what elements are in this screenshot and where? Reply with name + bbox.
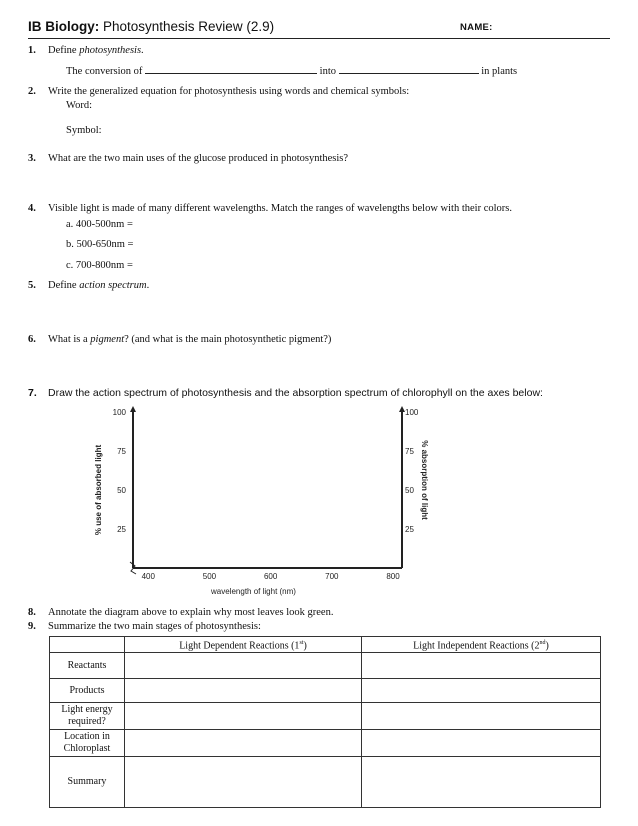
wavelength-range-c: c. 700-800nm = bbox=[66, 260, 133, 271]
answer-cell[interactable] bbox=[125, 679, 362, 703]
answer-cell[interactable] bbox=[125, 653, 362, 679]
question-text: Annotate the diagram above to explain why most leaves look green. bbox=[48, 607, 334, 618]
answer-cell[interactable] bbox=[125, 730, 362, 757]
x-tick-label: 600 bbox=[263, 572, 278, 581]
table-corner-cell bbox=[50, 637, 125, 653]
question-term: action spectrum bbox=[79, 280, 147, 291]
answer-cell[interactable] bbox=[362, 730, 601, 757]
question-6 bbox=[28, 333, 331, 346]
y-tick-right: 50 bbox=[405, 486, 414, 495]
conversion-label: The conversion of bbox=[66, 66, 143, 77]
table-row bbox=[50, 703, 601, 730]
question-text: What are the two main uses of the glucose produced in photosynthesis? bbox=[48, 153, 349, 164]
name-label: NAME: bbox=[460, 22, 493, 33]
question-1 bbox=[28, 44, 144, 57]
table-row bbox=[50, 653, 601, 679]
question-text: Summarize the two main stages of photosynthesis: bbox=[48, 621, 261, 632]
x-tick-label: 400 bbox=[141, 572, 155, 581]
question-text: Define bbox=[48, 45, 80, 56]
page-title bbox=[28, 19, 274, 34]
question-text: Visible light is made of many different wavelengths. Match the ranges of wavelengths below with their colors. bbox=[48, 203, 512, 214]
question-text: Write the generalized equation for photosynthesis using words and chemical symbols: bbox=[48, 86, 410, 97]
y-tick-right: 100 bbox=[405, 408, 419, 417]
x-tick-label: 700 bbox=[325, 572, 339, 581]
question-9 bbox=[28, 620, 261, 633]
question-text: Define bbox=[48, 280, 80, 291]
col-header-light-independent: Light Independent Reactions (2nd) bbox=[362, 637, 601, 653]
title-topic: Photosynthesis Review (2.9) bbox=[99, 19, 275, 34]
title-course: IB Biology: bbox=[28, 19, 100, 34]
col-header-light-dependent: Light Dependent Reactions (1st) bbox=[125, 637, 362, 653]
spectrum-axes[interactable] bbox=[0, 400, 638, 610]
x-axis-label: wavelength of light (nm) bbox=[211, 587, 296, 596]
left-axis-arrow bbox=[130, 406, 136, 412]
row-label-summary: Summary bbox=[50, 757, 125, 808]
in-plants-label: in plants bbox=[481, 66, 518, 77]
answer-blank-1[interactable] bbox=[145, 64, 317, 74]
q1-conversion-line bbox=[66, 64, 517, 78]
y-axis-label-left: % use of absorbed light bbox=[94, 444, 103, 536]
question-8 bbox=[28, 606, 333, 619]
row-label-location: Location in Chloroplast bbox=[50, 730, 125, 757]
table-row bbox=[50, 679, 601, 703]
y-tick-right: 75 bbox=[405, 447, 414, 456]
page-header bbox=[28, 18, 610, 39]
answer-cell[interactable] bbox=[362, 703, 601, 730]
q2-symbol-label: Symbol: bbox=[66, 125, 102, 136]
answer-blank-2[interactable] bbox=[339, 64, 479, 74]
question-number: 5. bbox=[28, 280, 36, 291]
question-number: 7. bbox=[28, 387, 37, 399]
y-tick-left: 25 bbox=[117, 525, 126, 534]
y-tick-right: 25 bbox=[405, 525, 414, 534]
wavelength-range-b: b. 500-650nm = bbox=[66, 239, 134, 250]
question-4 bbox=[28, 202, 512, 215]
into-label: into bbox=[319, 66, 336, 77]
y-axis-label-right: % absorption of light bbox=[420, 440, 429, 520]
answer-cell[interactable] bbox=[362, 757, 601, 808]
question-7 bbox=[28, 387, 543, 400]
y-tick-left: 75 bbox=[117, 447, 126, 456]
question-3 bbox=[28, 152, 348, 165]
q2-word-label: Word: bbox=[66, 100, 92, 111]
answer-cell[interactable] bbox=[362, 679, 601, 703]
question-number: 3. bbox=[28, 153, 36, 164]
question-text: Draw the action spectrum of photosynthesis and the absorption spectrum of chlorophyll on the axes below: bbox=[48, 387, 543, 399]
y-tick-left: 100 bbox=[112, 408, 126, 417]
question-text: . bbox=[141, 45, 144, 56]
row-label-products: Products bbox=[50, 679, 125, 703]
x-tick-label: 800 bbox=[386, 572, 400, 581]
table-row bbox=[50, 730, 601, 757]
question-text: What is a bbox=[48, 334, 91, 345]
question-term: pigment bbox=[90, 334, 125, 345]
question-number: 6. bbox=[28, 334, 36, 345]
summary-table bbox=[49, 636, 601, 808]
table-header-row bbox=[50, 637, 601, 653]
y-tick-left: 50 bbox=[117, 486, 126, 495]
row-label-light-energy: Light energy required? bbox=[50, 703, 125, 730]
question-number: 4. bbox=[28, 203, 36, 214]
row-label-reactants: Reactants bbox=[50, 653, 125, 679]
question-2 bbox=[28, 85, 409, 98]
wavelength-range-a: a. 400-500nm = bbox=[66, 219, 133, 230]
question-term: photosynthesis bbox=[79, 45, 142, 56]
question-text: ? (and what is the main photosynthetic pigment?) bbox=[124, 334, 332, 345]
x-tick-label: 500 bbox=[202, 572, 217, 581]
question-number: 2. bbox=[28, 86, 36, 97]
answer-cell[interactable] bbox=[362, 653, 601, 679]
answer-cell[interactable] bbox=[125, 757, 362, 808]
question-5 bbox=[28, 279, 149, 292]
question-number: 1. bbox=[28, 45, 36, 56]
question-number: 8. bbox=[28, 607, 36, 618]
table-row bbox=[50, 757, 601, 808]
answer-cell[interactable] bbox=[125, 703, 362, 730]
question-number: 9. bbox=[28, 621, 36, 632]
question-text: . bbox=[146, 280, 150, 291]
